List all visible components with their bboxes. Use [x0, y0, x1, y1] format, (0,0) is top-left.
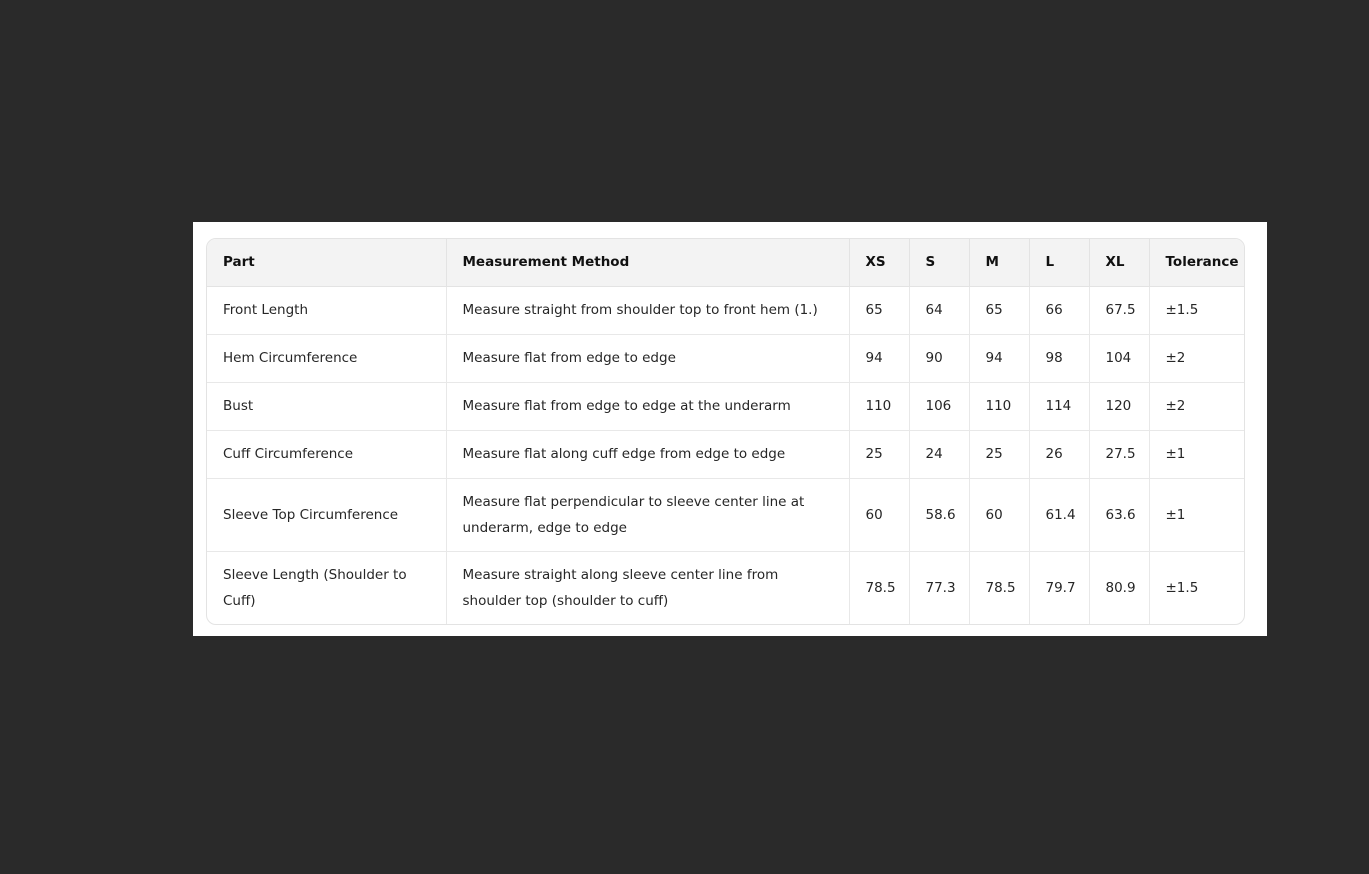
cell-xs: 94 [849, 334, 909, 382]
cell-l: 61.4 [1029, 478, 1089, 551]
cell-xl: 67.5 [1089, 286, 1149, 334]
cell-method: Measure straight from shoulder top to front hem (1.) [446, 286, 849, 334]
cell-s: 64 [909, 286, 969, 334]
cell-tolerance: ±1.5 [1149, 286, 1244, 334]
cell-xl: 27.5 [1089, 430, 1149, 478]
table-header [207, 239, 1244, 286]
cell-method: Measure straight along sleeve center line from shoulder top (shoulder to cuff) [446, 551, 849, 624]
size-chart-table-container [206, 238, 1245, 625]
table-body [207, 286, 1244, 624]
cell-method: Measure flat from edge to edge [446, 334, 849, 382]
cell-xl: 120 [1089, 382, 1149, 430]
cell-tolerance: ±1 [1149, 430, 1244, 478]
header-size-m: M [969, 239, 1029, 286]
table-row [207, 286, 1244, 334]
cell-xs: 25 [849, 430, 909, 478]
cell-tolerance: ±2 [1149, 382, 1244, 430]
cell-l: 98 [1029, 334, 1089, 382]
cell-xs: 65 [849, 286, 909, 334]
cell-xs: 78.5 [849, 551, 909, 624]
header-measurement-method: Measurement Method [446, 239, 849, 286]
cell-m: 25 [969, 430, 1029, 478]
cell-m: 110 [969, 382, 1029, 430]
cell-part: Front Length [207, 286, 446, 334]
cell-m: 65 [969, 286, 1029, 334]
cell-part: Bust [207, 382, 446, 430]
cell-s: 58.6 [909, 478, 969, 551]
table-row [207, 551, 1244, 624]
cell-s: 90 [909, 334, 969, 382]
cell-m: 94 [969, 334, 1029, 382]
header-part: Part [207, 239, 446, 286]
cell-part: Sleeve Length (Shoulder to Cuff) [207, 551, 446, 624]
cell-l: 26 [1029, 430, 1089, 478]
header-tolerance: Tolerance [1149, 239, 1244, 286]
header-size-xl: XL [1089, 239, 1149, 286]
table-row [207, 478, 1244, 551]
cell-method: Measure flat from edge to edge at the underarm [446, 382, 849, 430]
cell-l: 114 [1029, 382, 1089, 430]
table-row [207, 430, 1244, 478]
cell-part: Sleeve Top Circumference [207, 478, 446, 551]
content-card [193, 222, 1267, 636]
cell-tolerance: ±1 [1149, 478, 1244, 551]
cell-part: Cuff Circumference [207, 430, 446, 478]
cell-method: Measure flat perpendicular to sleeve center line at underarm, edge to edge [446, 478, 849, 551]
header-size-xs: XS [849, 239, 909, 286]
header-size-s: S [909, 239, 969, 286]
cell-xl: 104 [1089, 334, 1149, 382]
cell-m: 78.5 [969, 551, 1029, 624]
cell-part: Hem Circumference [207, 334, 446, 382]
cell-l: 66 [1029, 286, 1089, 334]
table-row [207, 382, 1244, 430]
size-chart-table [207, 239, 1244, 624]
cell-tolerance: ±1.5 [1165, 579, 1199, 596]
cell-s: 24 [909, 430, 969, 478]
cell-l: 79.7 [1029, 551, 1089, 624]
cell-xs: 60 [849, 478, 909, 551]
cell-s: 77.3 [909, 551, 969, 624]
cell-xl: 80.9 [1089, 551, 1149, 624]
cell-s: 106 [909, 382, 969, 430]
cell-method: Measure flat along cuff edge from edge to edge [446, 430, 849, 478]
cell-tolerance: ±2 [1149, 334, 1244, 382]
cell-m: 60 [969, 478, 1029, 551]
cell-xl: 63.6 [1089, 478, 1149, 551]
header-size-l: L [1029, 239, 1089, 286]
cell-xs: 110 [849, 382, 909, 430]
header-row [207, 239, 1244, 286]
table-row [207, 334, 1244, 382]
